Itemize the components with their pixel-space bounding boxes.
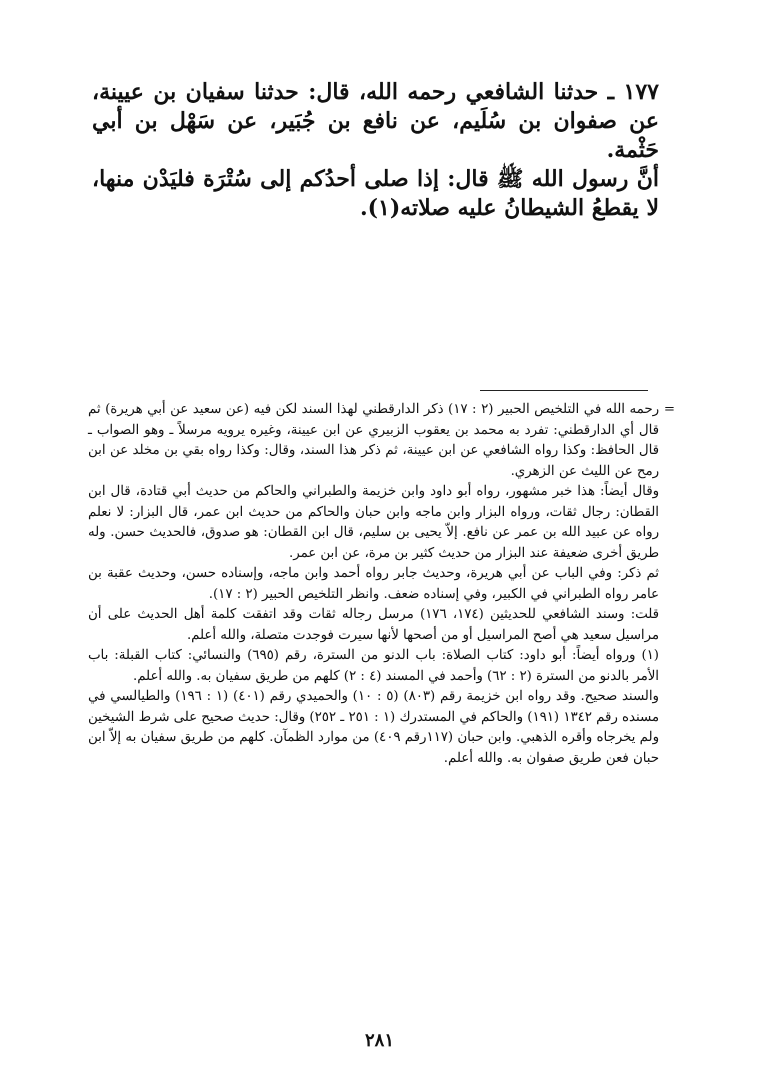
footnote-paragraph: والسند صحيح. وقد رواه ابن خزيمة رقم (٨٠٣) (٥ : ١٠) والحميدي رقم (٤٠١) (١ : ١٩٦) والطيالسي في مسنده رقم ١٣٤٢ (١٩١) والحاكم في المستدرك (١ : ٢٥١ ـ ٢٥٢) وقال: حديث صحيح على شرط الشيخين ولم يخرجاه وأقره الذهبي. وابن حبان (١١٧رقم ٤٠٩) من موارد الظمآن. كلهم من طريق سفيان به إلاّ ابن حبان فعن طريق صفوان به. والله أعلم. bbox=[88, 689, 659, 766]
footnote-1: (١) ورواه أيضاً: أبو داود: كتاب الصلاة: باب الدنو من السترة، رقم (٦٩٥) والنسائي: كتاب القبلة: باب الأمر بالدنو من السترة (٢ : ٦٢) وأحمد في المسند (٤ : ٢) كلهم من طريق سفيان به. والله أعلم. bbox=[88, 648, 659, 684]
footnote-continuation-text: رحمه الله في التلخيص الحبير (٢ : ١٧) ذكر الدارقطني لهذا السند لكن فيه (عن سعيد عن أبي هريرة) ثم قال أي الدارقطني: تفرد به محمد بن يعقوب الزبيري عن ابن عيينة، وغيره يرويه مرسلاً ـ وهو الصواب ـ قال الحافظ: وكذا رواه الشافعي عن ابن عيينة، ثم ذكر هذا السند، وقال: وكذا رواه بقي بن مخلد عن ابن رمح عن الليث عن الزهري. bbox=[88, 402, 659, 479]
continuation-mark: = bbox=[663, 402, 675, 417]
footnote-continuation bbox=[88, 400, 675, 482]
hadith-matn: أنَّ رسول الله ﷺ قال: إذا صلى أحدُكم إلى سُتْرَة فليَدْن منها، لا يقطعُ الشيطانُ عليه صلاته(١). bbox=[92, 166, 659, 221]
footnotes bbox=[88, 400, 675, 769]
footnote-paragraph: قلت: وسند الشافعي للحديثين (١٧٤، ١٧٦) مرسل رجاله ثقات وقد اتفقت كلمة أهل الحديث على أن مراسيل سعيد هي أصح المراسيل أو من أصحها لأنها سيرت فوجدت متصلة، والله أعلم. bbox=[88, 607, 659, 643]
hadith-text bbox=[92, 78, 659, 223]
footnote-separator bbox=[480, 390, 648, 391]
hadith-isnad: ١٧٧ ـ حدثنا الشافعي رحمه الله، قال: حدثنا سفيان بن عيينة، عن صفوان بن سُلَيم، عن نافع بن جُبَير، عن سَهْل بن أبي حَثْمة. bbox=[92, 79, 659, 163]
footnote-paragraph: ثم ذكر: وفي الباب عن أبي هريرة، وحديث جابر رواه أحمد وابن ماجه، وإسناده حسن، وحديث عقبة بن عامر رواه الطبراني في الكبير، وفي إسناده ضعف. وانظر التلخيص الحبير (٢ : ١٧). bbox=[88, 566, 659, 602]
footnote-paragraph: وقال أيضاً: هذا خبر مشهور، رواه أبو داود وابن خزيمة والطبراني والحاكم من حديث أبي قتادة، قال ابن القطان: رجال ثقات، ورواه البزار وابن ماجه وابن حبان والحاكم من حديث ابن عمر، قال البزار: لا نعلم رواه عن عبيد الله بن عمر عن نافع. إلاّ يحيى بن سليم، قال ابن القطان: هو صدوق، فالحديث حسن. وله طريق أخرى ضعيفة عند البزار من حديث كثير بن مرة، عن ابن عمر. bbox=[88, 484, 659, 561]
page-number: ٢٨١ bbox=[364, 1030, 394, 1051]
